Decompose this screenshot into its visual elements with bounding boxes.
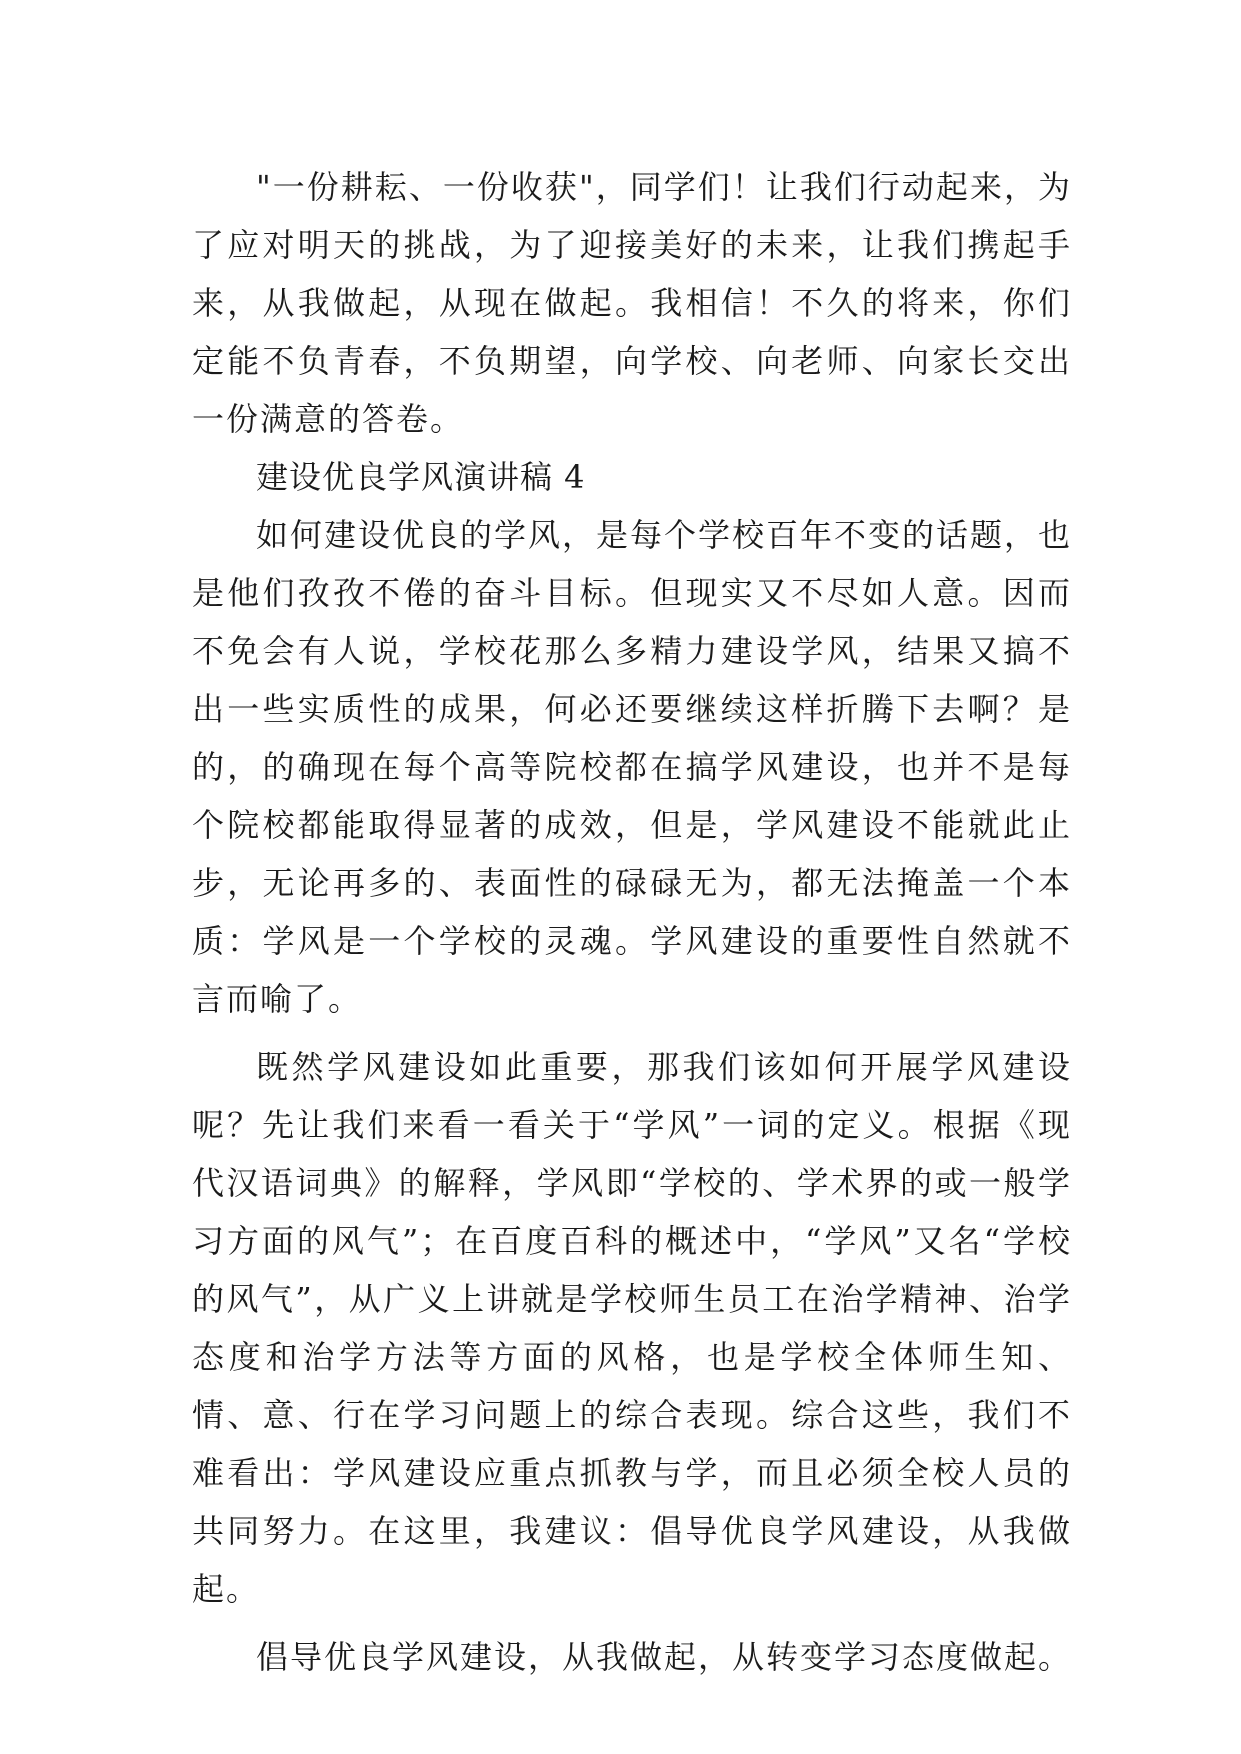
paragraph-attitude: 倡导优良学风建设，从我做起，从转变学习态度做起。 <box>256 1638 1073 1676</box>
paragraph-definition: 既然学风建设如此重要，那我们该如何开展学风建设呢？先让我们来看一看关于“学风”一词的定义。根据《现代汉语词典》的解释，学风即“学校的、学术界的或一般学习方面的风气”；在百度百科的概述中，“学风”又名“学校的风气”，从广义上讲就是学校师生员工在治学精神、治学态度和治学方法等方面的风格，也是学校全体师生知、情、意、行在学习问题上的综合表现。综合这些，我们不难看出：学风建设应重点抓教与学，而且必须全校人员的共同努力。在这里，我建议：倡导优良学风建设，从我做起。 <box>192 1048 1072 1608</box>
section-heading: 建设优良学风演讲稿 4 <box>256 458 586 496</box>
paragraph-intro: 如何建设优良的学风，是每个学校百年不变的话题，也是他们孜孜不倦的奋斗目标。但现实又不尽如人意。因而不免会有人说，学校花那么多精力建设学风，结果又搞不出一些实质性的成果，何必还要继续这样折腾下去啊？是的，的确现在每个高等院校都在搞学风建设，也并不是每个院校都能取得显著的成效，但是，学风建设不能就此止步，无论再多的、表面性的碌碌无为，都无法掩盖一个本质：学风是一个学校的灵魂。学风建设的重要性自然就不言而喻了。 <box>192 516 1073 1018</box>
paragraph-closing-appeal: "一份耕耘、一份收获"，同学们！让我们行动起来，为了应对明天的挑战，为了迎接美好的未来，让我们携起手来，从我做起，从现在做起。我相信！不久的将来，你们定能不负青春，不负期望，向学校、向老师、向家长交出一份满意的答卷。 <box>192 168 1072 438</box>
document-body <box>192 158 1072 1686</box>
